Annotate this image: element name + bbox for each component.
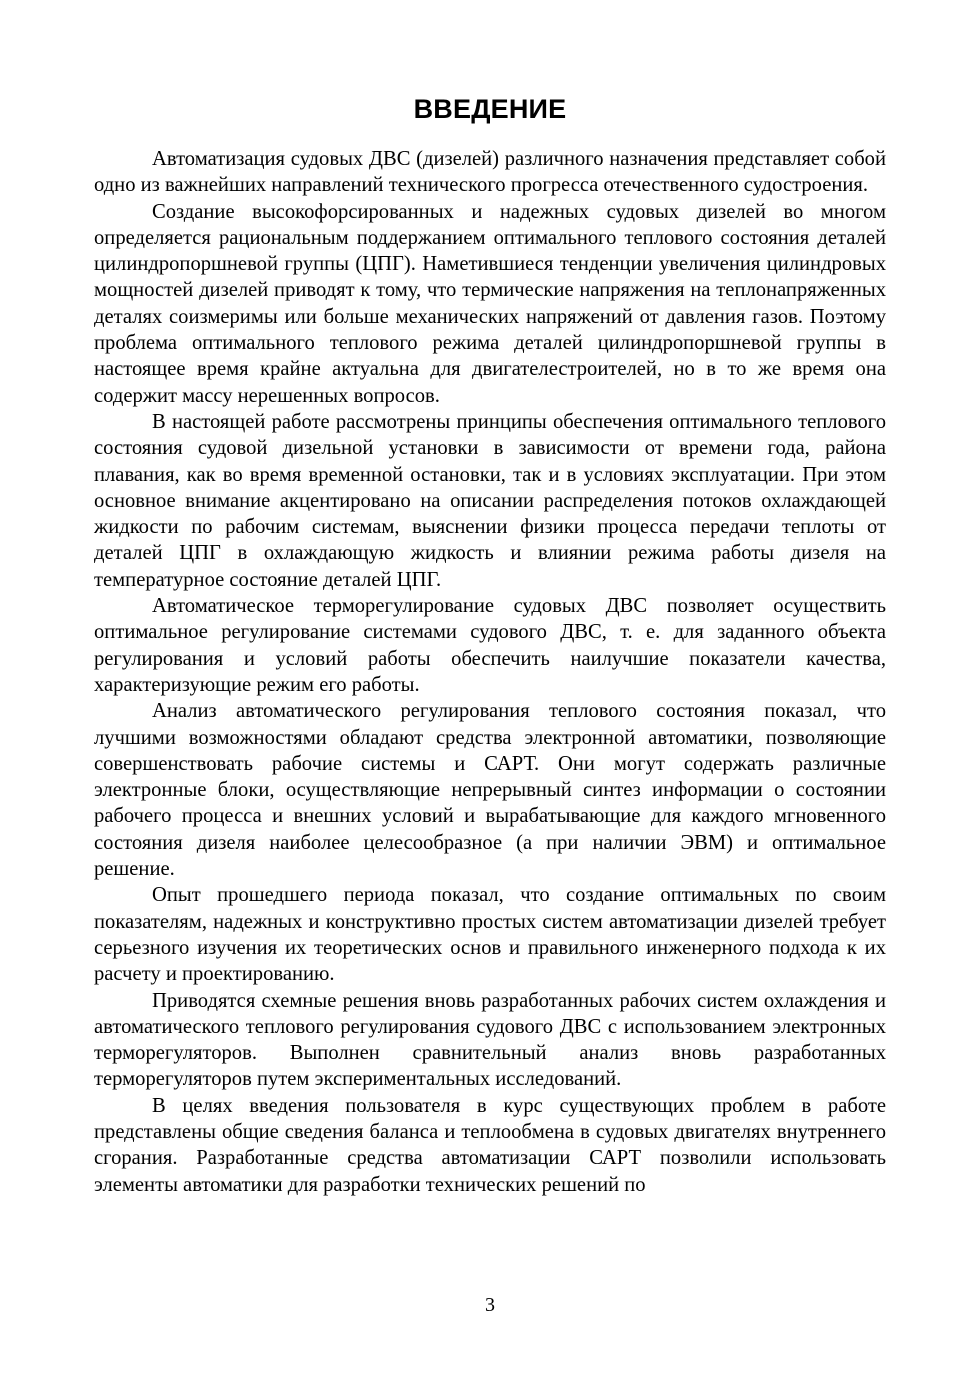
paragraph-2: Создание высокофорсированных и надежных судовых дизелей во многом определяется рациональным поддержанием оптимального теплового состояния деталей цилиндропоршневой группы (ЦПГ). Наметившиеся тенденции увеличения цилиндровых мощностей дизелей приводят к тому, что термические напряжения на теплонапряженных деталях соизмеримы или больше механических напряжений от давления газов. Поэтому проблема оптимального теплового режима деталей цилиндропоршневой группы в настоящее время крайне актуальна для двигателестроителей, но в то же время она содержит массу нерешенных вопросов.: [94, 200, 886, 407]
paragraph-3: В настоящей работе рассмотрены принципы обеспечения оптимального теплового состояния судовой дизельной установки в зависимости от времени года, района плавания, как во время временной остановки, так и в условиях эксплуатации. При этом основное внимание акцентировано на описании распределения потоков охлаждающей жидкости по рабочим системам, выяснении физики процесса передачи теплоты от деталей ЦПГ в охлаждающую жидкость и влиянии режима работы дизеля на температурное состояние деталей ЦПГ.: [94, 410, 886, 591]
page-title: ВВЕДЕНИЕ: [413, 94, 567, 124]
paragraph-7: Приводятся схемные решения вновь разработанных рабочих систем охлаждения и автоматического теплового регулирования судового ДВС с использованием электронных терморегуляторов. Выполнен сравнительный анализ вновь разработанных терморегуляторов путем экспериментальных исследований.: [94, 989, 886, 1091]
paragraph-8: В целях введения пользователя в курс существующих проблем в работе представлены общие сведения баланса и теплообмена в судовых двигателях внутреннего сгорания. Разработанные средства автоматизации САРТ позволили использовать элементы автоматики для разработки технических решений по: [94, 1094, 886, 1196]
paragraph-5: Анализ автоматического регулирования теплового состояния показал, что лучшими возможностями обладают средства электронной автоматики, позволяющие совершенствовать рабочие системы и САРТ. Они могут содержать различные электронные блоки, осуществляющие непрерывный синтез информации о состоянии рабочего процесса и внешних условий и вырабатывающие для каждого мгновенного состояния дизеля наиболее целесообразное (а при наличии ЭВМ) и оптимальное решение.: [94, 700, 886, 881]
paragraph-1: Автоматизация судовых ДВС (дизелей) различного назначения представляет собой одно из важнейших направлений технического прогресса отечественного судостроения.: [94, 148, 886, 197]
body-text: [94, 146, 886, 1198]
paragraph-6: Опыт прошедшего периода показал, что создание оптимальных по своим показателям, надежных и конструктивно простых систем автоматизации дизелей требует серьезного изучения их теоретических основ и правильного инженерного подхода к их расчету и проектированию.: [94, 884, 886, 986]
paragraph-4: Автоматическое терморегулирование судовых ДВС позволяет осуществить оптимальное регулирование системами судового ДВС, т. е. для заданного объекта регулирования и условий работы обеспечить наилучшие показатели качества, характеризующие режим его работы.: [94, 595, 886, 696]
page-number: 3: [485, 1294, 495, 1316]
